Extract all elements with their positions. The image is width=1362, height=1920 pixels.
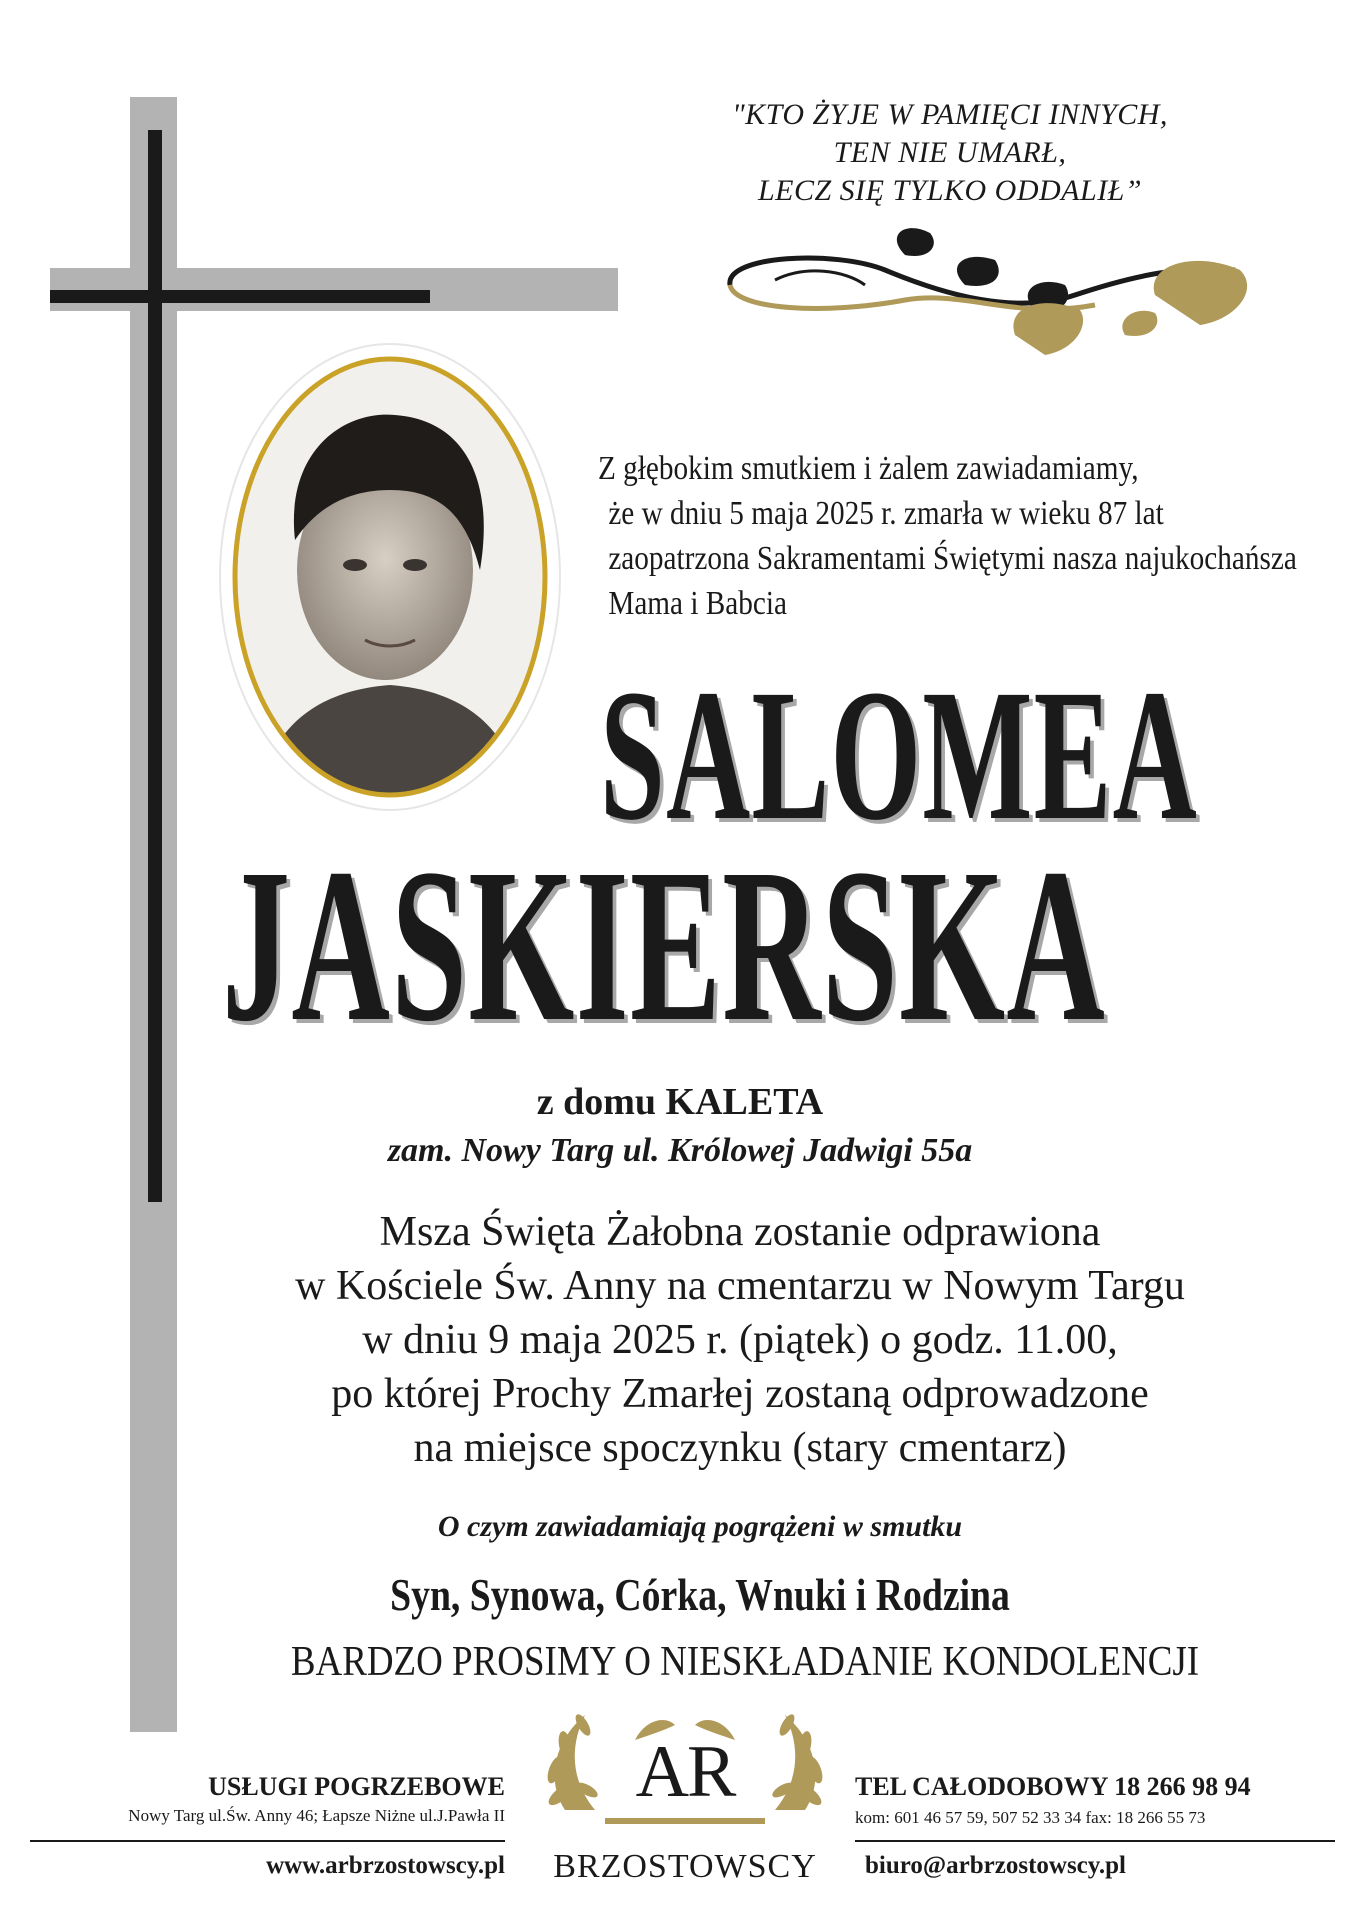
intro-line-3: zaopatrzona Sakramentami Świętymi nasza najukochańsza (608, 540, 1297, 577)
last-name: JASKIERSKA (222, 823, 1107, 1067)
logo-letters: AR (635, 1731, 735, 1813)
first-name: SALOMEA (600, 650, 1199, 859)
footer-divider-right (855, 1840, 1335, 1842)
leaf-ornament (715, 225, 1275, 375)
intro-line-1: Z głębokim smutkiem i żalem zawiadamiamy, (598, 450, 1139, 487)
portrait-photo (215, 340, 565, 815)
website-link[interactable]: www.arbrzostowscy.pl (266, 1852, 505, 1879)
intro-line-4: Mama i Babcia (608, 585, 787, 622)
logo-company-name: BRZOSTOWSCY (553, 1848, 817, 1885)
quote-line-3: LECZ SIĘ TYLKO ODDALIŁ” (757, 174, 1143, 207)
funeral-services-address: Nowy Targ ul.Św. Anny 46; Łapsze Niżne ul.J.Pawła II (128, 1806, 505, 1825)
memorial-quote (660, 96, 1240, 210)
mass-line-1: Msza Święta Żałobna zostanie odprawiona (379, 1209, 1101, 1255)
quote-line-1: "KTO ŻYJE W PAMIĘCI INNYCH, (732, 98, 1168, 131)
mass-line-3: w dniu 9 maja 2025 r. (piątek) o godz. 11.00, (362, 1317, 1118, 1363)
email-link[interactable]: biuro@arbrzostowscy.pl (865, 1852, 1126, 1879)
mass-line-4: po której Prochy Zmarłej zostaną odprowadzone (331, 1371, 1149, 1417)
residence-address: zam. Nowy Targ ul. Królowej Jadwigi 55a (387, 1132, 973, 1169)
announcement-intro (598, 446, 1297, 626)
mourners-intro: O czym zawiadamiają pogrążeni w smutku (437, 1510, 963, 1543)
phone-list: kom: 601 46 57 59, 507 52 33 34 fax: 18 266 55 73 (855, 1808, 1206, 1827)
funeral-services-title: USŁUGI POGRZEBOWE (208, 1772, 505, 1801)
cross-black-horizontal (50, 290, 430, 303)
mass-line-2: w Kościele Św. Anny na cmentarzu w Nowym Targu (295, 1263, 1185, 1309)
funeral-mass-info (200, 1205, 1280, 1475)
family-list: Syn, Synowa, Córka, Wnuki i Rodzina (390, 1569, 1010, 1620)
intro-line-2: że w dniu 5 maja 2025 r. zmarła w wieku 87 lat (608, 495, 1164, 532)
mass-line-5: na miejsce spoczynku (stary cmentarz) (413, 1425, 1067, 1471)
gold-leaf-icon (1013, 261, 1247, 355)
condolence-request: BARDZO PROSIMY O NIESKŁADANIE KONDOLENCJI (290, 1639, 1200, 1685)
footer-divider-left (30, 1840, 505, 1842)
quote-line-2: TEN NIE UMARŁ, (833, 136, 1067, 169)
maiden-name: z domu KALETA (536, 1081, 824, 1123)
phone-24h[interactable]: TEL CAŁODOBOWY 18 266 98 94 (855, 1772, 1251, 1801)
